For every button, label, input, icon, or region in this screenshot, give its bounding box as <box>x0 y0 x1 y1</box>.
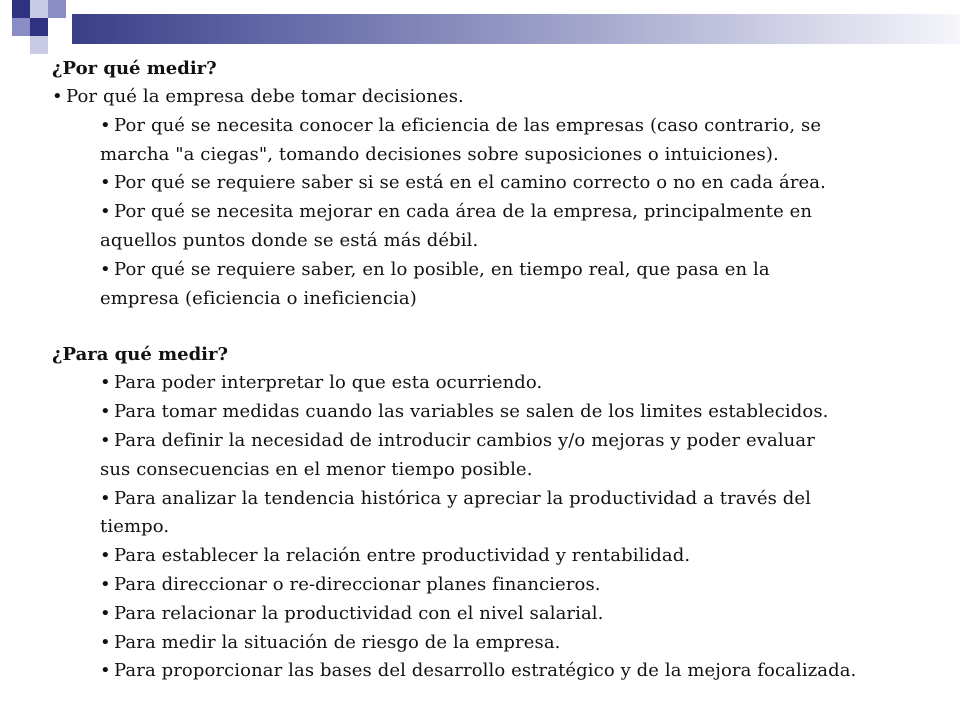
bullet-item-continuation <box>52 227 932 256</box>
bullet-item <box>52 485 932 514</box>
bullet-icon: • <box>100 545 111 567</box>
bullet-icon: • <box>100 429 111 451</box>
bullet-icon: • <box>100 487 111 509</box>
header-gradient-bar <box>72 14 960 44</box>
deco-square-6 <box>30 36 48 54</box>
bullet-icon: • <box>100 172 111 194</box>
deco-square-1 <box>12 0 30 18</box>
bullet-item <box>52 657 932 686</box>
bullet-item <box>52 198 932 227</box>
deco-square-3 <box>48 0 66 18</box>
bullet-text: aquellos puntos donde se está más débil. <box>100 229 479 251</box>
bullet-text: Para relacionar la productividad con el nivel salarial. <box>114 602 604 624</box>
bullet-text: Por qué se necesita mejorar en cada área de la empresa, principalmente en <box>114 201 813 223</box>
bullet-item <box>52 600 932 629</box>
bullet-text: Para analizar la tendencia histórica y apreciar la productividad a través del <box>114 487 812 509</box>
bullet-item <box>52 169 932 198</box>
bullet-text: Para definir la necesidad de introducir cambios y/o mejoras y poder evaluar <box>114 429 815 451</box>
bullet-icon: • <box>100 258 111 280</box>
bullet-text: tiempo. <box>100 516 170 538</box>
deco-square-2 <box>30 0 48 18</box>
bullet-icon: • <box>100 631 111 653</box>
bullet-item <box>52 369 932 398</box>
deco-square-4 <box>12 18 30 36</box>
bullet-item-continuation <box>52 285 932 314</box>
header-decoration <box>0 0 960 60</box>
bullet-text: empresa (eficiencia o ineficiencia) <box>100 287 417 309</box>
bullet-icon: • <box>100 602 111 624</box>
slide-body <box>52 55 932 686</box>
bullet-item <box>52 398 932 427</box>
bullet-icon: • <box>100 372 111 394</box>
bullet-icon: • <box>100 114 111 136</box>
bullet-text: Por qué se necesita conocer la eficiencia de las empresas (caso contrario, se <box>114 114 822 136</box>
bullet-text: Para poder interpretar lo que esta ocurriendo. <box>114 372 543 394</box>
bullet-text: Para tomar medidas cuando las variables se salen de los limites establecidos. <box>114 401 829 423</box>
bullet-item-continuation <box>52 141 932 170</box>
section-heading: ¿Para qué medir? <box>52 344 229 366</box>
bullet-item <box>52 571 932 600</box>
bullet-item <box>52 83 932 112</box>
bullet-text: Por qué se requiere saber si se está en el camino correcto o no en cada área. <box>114 172 826 194</box>
bullet-text: Para establecer la relación entre productividad y rentabilidad. <box>114 545 691 567</box>
bullet-text: Para direccionar o re-direccionar planes financieros. <box>114 573 601 595</box>
bullet-icon: • <box>100 201 111 223</box>
bullet-item <box>52 629 932 658</box>
bullet-item <box>52 112 932 141</box>
bullet-text: Por qué se requiere saber, en lo posible, en tiempo real, que pasa en la <box>114 258 770 280</box>
bullet-text: Por qué la empresa debe tomar decisiones. <box>66 86 464 107</box>
bullet-item <box>52 542 932 571</box>
bullet-item-continuation <box>52 456 932 485</box>
bullet-text: Para medir la situación de riesgo de la empresa. <box>114 631 561 653</box>
deco-square-5 <box>30 18 48 36</box>
bullet-text: marcha "a ciegas", tomando decisiones sobre suposiciones o intuiciones). <box>100 143 779 165</box>
bullet-item-continuation <box>52 513 932 542</box>
bullet-text: Para proporcionar las bases del desarrollo estratégico y de la mejora focalizada. <box>114 660 857 682</box>
bullet-item <box>52 427 932 456</box>
bullet-icon: • <box>52 86 63 107</box>
bullet-item <box>52 256 932 285</box>
bullet-icon: • <box>100 660 111 682</box>
bullet-text: sus consecuencias en el menor tiempo posible. <box>100 458 533 480</box>
bullet-icon: • <box>100 573 111 595</box>
bullet-icon: • <box>100 401 111 423</box>
section-heading: ¿Por qué medir? <box>52 58 217 79</box>
